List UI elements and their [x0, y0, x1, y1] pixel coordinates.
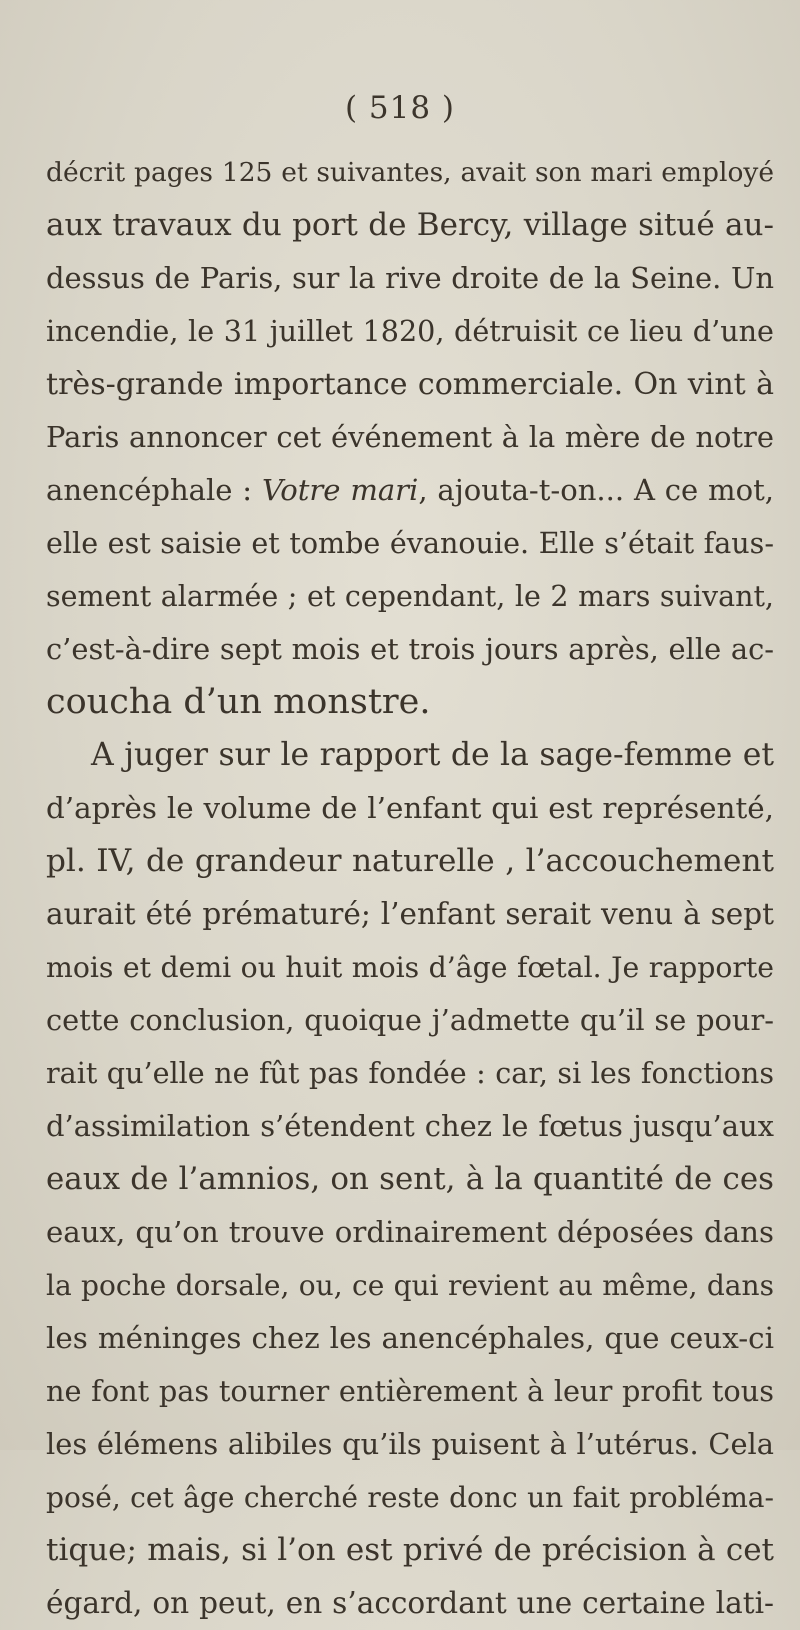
text-line: Paris annoncer cet événement à la mère de notre — [46, 420, 774, 454]
text-line: d’assimilation s’étendent chez le fœtus jusqu’aux — [46, 1109, 774, 1143]
paragraph-2 — [46, 729, 774, 1630]
text-line-with-italic — [46, 464, 774, 517]
text-line: c’est-à-dire sept mois et trois jours après, elle ac- — [46, 632, 774, 666]
text-line: très-grande importance commerciale. On vint à — [46, 367, 774, 402]
page-number: ( 518 ) — [344, 90, 456, 126]
text-line: décrit pages 125 et suivantes, avait son mari employé — [46, 157, 774, 188]
text-line: la poche dorsale, ou, ce qui revient au même, dans — [46, 1269, 774, 1302]
text-line: aux travaux du port de Bercy, village situé au- — [46, 207, 774, 243]
text-line: cette conclusion, quoique j’admette qu’il se pour- — [46, 1003, 774, 1037]
italic-quote: Votre mari — [261, 473, 419, 507]
text-line: les méninges chez les anencéphales, que ceux-ci — [46, 1321, 774, 1355]
text-line: aurait été prématuré; l’enfant serait venu à sept — [46, 897, 774, 931]
text-line: coucha d’un monstre. — [46, 682, 431, 722]
text-line: A juger sur le rapport de la sage-femme et — [91, 737, 774, 773]
text-line: ne font pas tourner entièrement à leur profit tous — [46, 1374, 774, 1408]
body-text — [46, 146, 774, 1630]
text-line: sement alarmée ; et cependant, le 2 mars suivant, — [46, 580, 774, 613]
text-line: posé, cet âge cherché reste donc un fait probléma- — [46, 1481, 774, 1514]
text-line: pl. IV, de grandeur naturelle , l’accouchement — [46, 843, 774, 879]
text-line: eaux, qu’on trouve ordinairement déposées dans — [46, 1215, 774, 1249]
text-line: incendie, le 31 juillet 1820, détruisit ce lieu d’une — [46, 314, 774, 348]
text-run: , ajouta-t-on... A ce mot, — [418, 473, 774, 507]
paragraph-1 — [46, 146, 774, 729]
text-line: les élémens alibiles qu’ils puisent à l’utérus. Cela — [46, 1427, 774, 1461]
text-run: anencéphale : — [46, 473, 262, 507]
text-line: d’après le volume de l’enfant qui est représenté, — [46, 791, 774, 825]
text-line: dessus de Paris, sur la rive droite de la Seine. Un — [46, 261, 774, 295]
text-line: elle est saisie et tombe évanouie. Elle s’était faus- — [46, 526, 774, 560]
text-line: tique; mais, si l’on est privé de précision à cet — [46, 1532, 774, 1568]
text-line: égard, on peut, en s’accordant une certaine lati- — [46, 1586, 774, 1620]
text-line: eaux de l’amnios, on sent, à la quantité de ces — [46, 1161, 774, 1197]
text-line: rait qu’elle ne fût pas fondée : car, si les fonctions — [46, 1056, 774, 1090]
text-line: mois et demi ou huit mois d’âge fœtal. Je rapporte — [46, 951, 774, 984]
